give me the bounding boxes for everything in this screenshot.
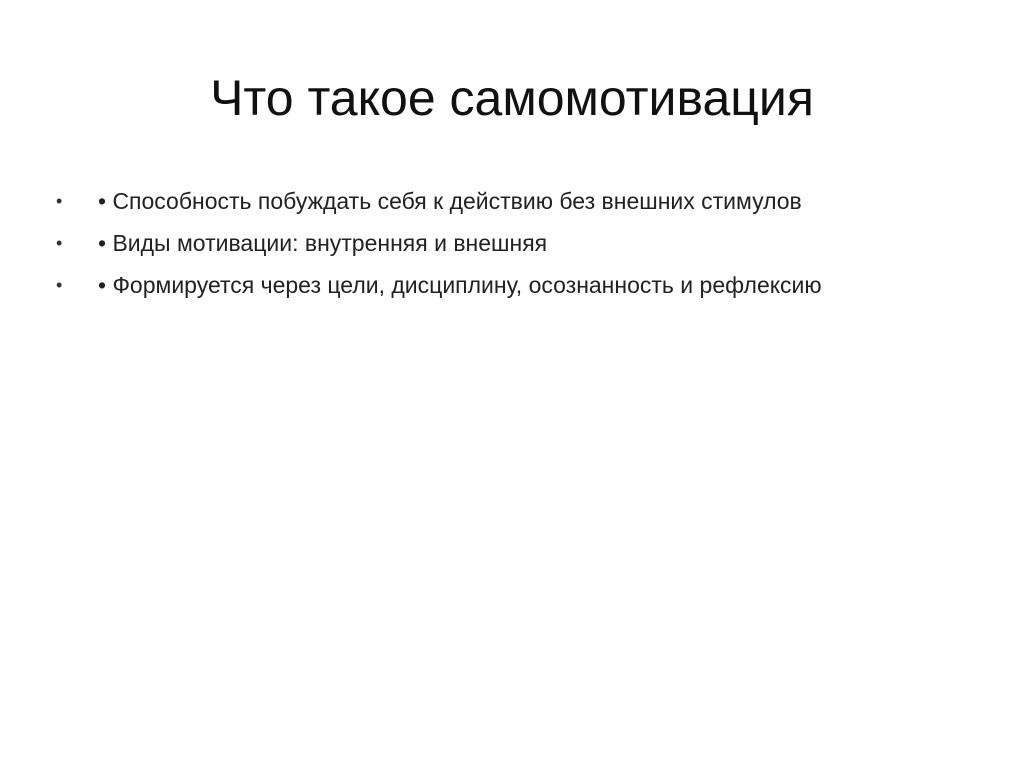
bullet-text: • Способность побуждать себя к действию без внешних стимулов <box>98 188 802 214</box>
bullet-marker: • <box>56 233 63 253</box>
slide-title: Что такое самомотивация <box>210 70 814 126</box>
bullet-list <box>56 180 976 306</box>
bullet-item <box>56 264 976 306</box>
bullet-marker: • <box>56 191 63 211</box>
bullet-marker: • <box>56 275 63 295</box>
bullet-text: • Виды мотивации: внутренняя и внешняя <box>98 230 548 256</box>
bullet-text: • Формируется через цели, дисциплину, осознанность и рефлексию <box>98 272 822 298</box>
bullet-item <box>56 180 976 222</box>
bullet-item <box>56 222 976 264</box>
